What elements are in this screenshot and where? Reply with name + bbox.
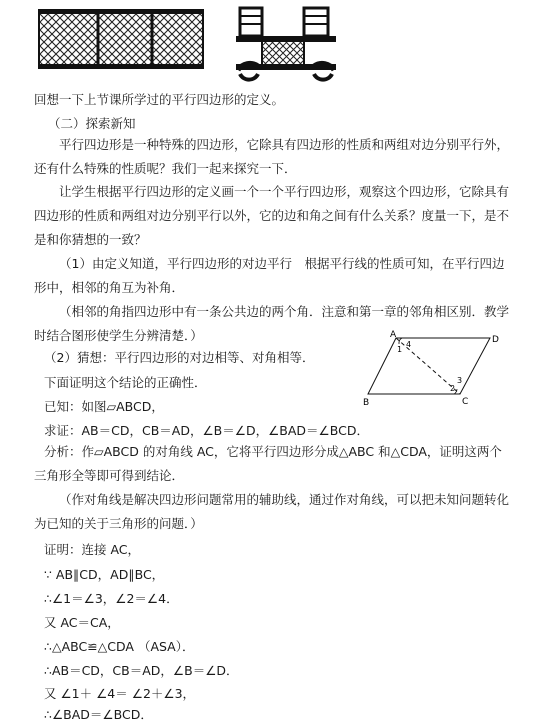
gate-illustration bbox=[234, 4, 338, 82]
paragraph-2: 让学生根据平行四边形的定义画一个一个平行四边形，观察这个四边形，它除具有四边形的性质和两组对边分别平行以外，它的边和角之间有什么关系？度量一下，是不是和你猜想的一致？ bbox=[34, 184, 510, 247]
paragraph-4: （相邻的角指四边形中有一条公共边的两个角．注意和第一章的邻角相区别．教学时结合图形使学生分辨清楚．） bbox=[34, 304, 510, 343]
fence-illustration bbox=[36, 2, 206, 76]
prove-intro-line: 下面证明这个结论的正确性． bbox=[44, 375, 207, 390]
given-line: 已知：如图▱ABCD， bbox=[44, 399, 164, 414]
proof-line: 证明：连接 AC， bbox=[44, 542, 141, 557]
proof-step-6: 又 ∠1＋ ∠4＝ ∠2＋∠3， bbox=[44, 686, 196, 701]
proof-step-7: ∴∠BAD＝∠BCD． bbox=[44, 707, 153, 722]
find-line: 求证：AB＝CD，CB＝AD，∠B＝∠D，∠BAD＝∠BCD． bbox=[44, 423, 369, 438]
angle-label-1: 1 bbox=[397, 345, 403, 354]
proof-step-5: ∴AB＝CD，CB＝AD，∠B＝∠D． bbox=[44, 663, 239, 678]
analysis-paragraph: 分析：作▱ABCD 的对角线 AC，它将平行四边形分成△ABC 和△CDA，证明这两个三角形全等即可得到结论． bbox=[34, 444, 502, 483]
vertex-label-c: C bbox=[462, 397, 469, 407]
proof-step-2: ∴∠1＝∠3，∠2＝∠4． bbox=[44, 591, 179, 606]
vertex-label-a: A bbox=[390, 330, 397, 340]
proof-step-1: ∵ AB∥CD，AD∥BC， bbox=[44, 567, 165, 582]
parallelogram-figure bbox=[360, 330, 510, 410]
recall-line: 回想一下上节课所学过的平行四边形的定义。 bbox=[34, 92, 285, 107]
proof-step-3: 又 AC＝CA， bbox=[44, 615, 120, 630]
angle-label-2: 2 bbox=[450, 384, 456, 393]
paragraph-1: 平行四边形是一种特殊的四边形，它除具有四边形的性质和两组对边分别平行外，还有什么特殊的性质呢？我们一起来探究一下． bbox=[34, 137, 510, 176]
vertex-label-b: B bbox=[363, 398, 370, 408]
vertex-label-d: D bbox=[492, 335, 499, 345]
paragraph-3: （1）由定义知道，平行四边形的对边平行 根据平行线的性质可知，在平行四边形中，相邻的角互为补角． bbox=[34, 256, 505, 295]
proof-step-4: ∴△ABC≌△CDA （ASA）． bbox=[44, 639, 195, 654]
note-paragraph: （作对角线是解决四边形问题常用的辅助线，通过作对角线，可以把未知问题转化为已知的关于三角形的问题．） bbox=[34, 492, 510, 531]
section-heading: （二）探索新知 bbox=[48, 116, 136, 131]
angle-label-4: 4 bbox=[406, 340, 412, 349]
angle-label-3: 3 bbox=[457, 376, 463, 385]
guess-line: （2）猜想：平行四边形的对边相等、对角相等． bbox=[44, 350, 315, 365]
